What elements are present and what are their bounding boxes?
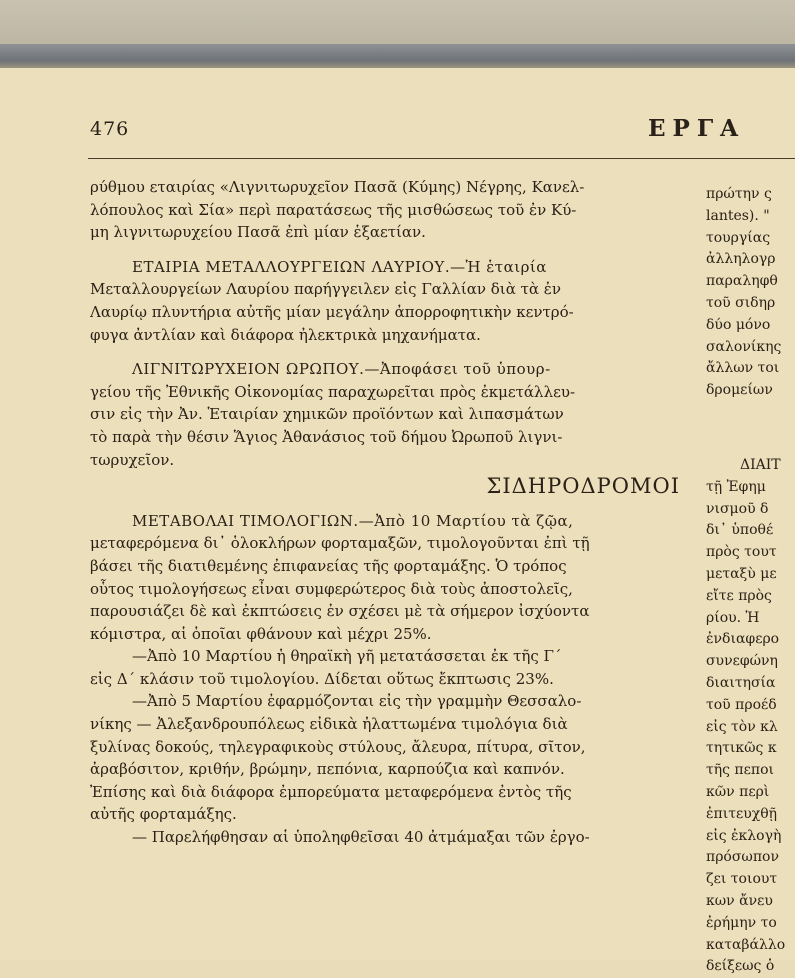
text-line: τωρυχεῖον.: [90, 450, 175, 469]
fragment-line: καταβάλλο: [706, 936, 786, 953]
fragment-line: ἐπιτευχθῇ: [706, 805, 778, 822]
fragment-line: νισμοῦ δ: [706, 500, 769, 517]
paragraph-lavrion-metallurgy: [90, 256, 680, 346]
fragment-line: τουργίας: [706, 229, 771, 246]
fragment-line: εἰς τὸν κλ: [706, 718, 778, 735]
paragraph-locomotives: [90, 826, 680, 849]
section-heading-railways: ΣΙΔΗΡΟΔΡΟΜΟΙ: [486, 474, 680, 499]
text-line: φυγα ἀντλίαν καὶ διάφορα ἠλεκτρικὰ μηχανήματα.: [90, 325, 481, 344]
paragraph-lignite-lease: [90, 176, 680, 244]
fragment-line: παραληφθ: [706, 273, 778, 290]
paragraph-tariff-changes: [90, 510, 680, 646]
fragment-line: συνεφώνη: [706, 653, 778, 670]
adjacent-column-fragments: [706, 184, 795, 978]
text-line: αὐτῆς φορταμάξης.: [90, 805, 237, 824]
fragment-line: τοῦ σιδηρ: [706, 294, 776, 311]
text-line: σιν εἰς τὴν Ἀν. Ἑταιρίαν χημικῶν προϊόντων καὶ λιπασμάτων: [90, 405, 564, 424]
scan-background-strip: [0, 0, 795, 44]
fragment-line: τῇ Ἐφημ: [706, 478, 766, 495]
fragment-line: ΔΙΑΙΤ: [740, 456, 781, 473]
fragment-line: lantes). ": [706, 207, 770, 224]
text-line: τὸ παρὰ τὴν θέσιν Ἅγιος Ἀθανάσιος τοῦ δήμου Ὠρωποῦ λιγνι-: [90, 427, 563, 446]
fragment-line: διαιτησία: [706, 674, 776, 691]
fragment-line: εἰς ἐκλογὴ: [706, 827, 782, 844]
text-line: βάσει τῆς διατιθεμένης ἐπιφανείας τῆς φορταμάξης. Ὁ τρόπος: [90, 556, 567, 575]
text-line: ξυλίνας δοκούς, τηλεγραφικοὺς στύλους, ἄλευρα, πίτυρα, σῖτον,: [90, 737, 586, 756]
text-line: εἰς Δ´ κλάσιν τοῦ τιμολογίου. Δίδεται οὕτως ἔκπτωσις 23%.: [90, 669, 554, 688]
paragraph-oropos-lignite: [90, 358, 680, 471]
fragment-line: τοῦ προέδ: [706, 696, 777, 713]
page-number: 476: [90, 118, 130, 140]
fragment-line: τῆς πεποι: [706, 762, 774, 779]
fragment-line: ἐρήμην το: [706, 914, 777, 931]
text-line: Μεταλλουργείων Λαυρίου παρήγγειλεν εἰς Γαλλίαν διὰ τὰ ἐν: [90, 280, 561, 299]
text-line: νίκης — Ἀλεξανδρουπόλεως εἰδικὰ ἠλαττωμένα τιμολόγια διὰ: [90, 715, 568, 734]
fragment-line: πρώτην ς: [706, 186, 772, 202]
text-line: γείου τῆς Ἐθνικῆς Οἰκονομίας παραχωρεῖται πρὸς ἐκμετάλλευ-: [90, 382, 576, 401]
paragraph-thessaloniki-line: [90, 690, 680, 826]
fragment-line: ἄλλων τοι: [706, 360, 780, 377]
text-line: — Παρελήφθησαν αἱ ὑποληφθεῖσαι 40 ἀτμάμαξαι τῶν ἐργο-: [132, 828, 590, 847]
header-rule: [88, 158, 795, 159]
text-line: μη λιγνιτωρυχείου Πασᾶ ἐπὶ μίαν ἑξαετίαν.: [90, 223, 426, 242]
text-line: παρουσιάζει δὲ καὶ ἐκπτώσεις ἐν σχέσει μὲ τὰ σήμερον ἰσχύοντα: [90, 602, 590, 621]
fragment-line: πρόσωπον: [706, 849, 779, 866]
fragment-line: τητικῶς κ: [706, 740, 777, 757]
fragment-line: ἐνδιαφερο: [706, 631, 780, 648]
main-text-column: [90, 176, 680, 849]
running-head: ΕΡΓΑ: [648, 115, 745, 142]
text-line: οὗτος τιμολογήσεως εἶναι συμφερώτερος διὰ τοὺς ἀποστολεῖς,: [90, 579, 573, 598]
scan-page-edge: [0, 44, 795, 68]
fragment-line: δείξεως ὁ: [706, 958, 775, 975]
text-line: ΕΤΑΙΡΙΑ ΜΕΤΑΛΛΟΥΡΓΕΙΩΝ ΛΑΥΡΙΟΥ.—Ἡ ἑταιρία: [132, 257, 547, 276]
fragment-line: ρίου. Ἡ: [706, 609, 760, 626]
fragment-line: κῶν περὶ: [706, 783, 770, 800]
fragment-line: κων ἄνευ: [706, 892, 773, 909]
text-line: ρύθμου εταιρίας «Λιγνιτωρυχεῖον Πασᾶ (Κύμης) Νέγρης, Κανελ-: [90, 178, 585, 196]
fragment-line: ζει τοιουτ: [706, 871, 778, 888]
fragment-line: δρομείων: [706, 382, 773, 399]
text-line: —Ἀπὸ 10 Μαρτίου ἡ θηραϊκὴ γῆ μετατάσσεται ἐκ τῆς Γ´: [132, 647, 562, 666]
fragment-line: σαλονίκης: [706, 338, 782, 355]
text-line: Ἐπίσης καὶ διὰ διάφορα ἐμπορεύματα μεταφερόμενα ἐντὸς τῆς: [90, 782, 572, 801]
fragment-line: ἀλληλογρ: [706, 251, 776, 268]
text-line: ἀραβόσιτον, κριθήν, βρώμην, πεπόνια, καρπούζια καὶ καπνόν.: [90, 760, 565, 779]
text-line: ΜΕΤΑΒΟΛΑΙ ΤΙΜΟΛΟΓΙΩΝ.—Ἀπὸ 10 Μαρτίου τὰ ζῷα,: [132, 511, 574, 530]
text-line: λόπουλος καὶ Σία» περὶ παρατάσεως τῆς μισθώσεως τοῦ ἐν Κύ-: [90, 200, 577, 219]
paragraph-thera-earth: [90, 645, 680, 690]
fragment-line: δι᾽ ὑποθέ: [706, 522, 774, 539]
text-line: ΛΙΓΝΙΤΩΡΥΧΕΙΟΝ ΩΡΩΠΟΥ.—Ἀποφάσει τοῦ ὑπουρ-: [132, 360, 551, 379]
text-line: —Ἀπὸ 5 Μαρτίου ἐφαρμόζονται εἰς τὴν γραμμὴν Θεσσαλο-: [132, 692, 582, 711]
fragment-line: πρὸς τουτ: [706, 544, 777, 561]
fragment-line: δύο μόνο: [706, 316, 771, 333]
fragment-line: εἴτε πρὸς: [706, 587, 772, 604]
text-line: κόμιστρα, αἱ ὁποῖαι φθάνουν καὶ μέχρι 25%.: [90, 624, 432, 643]
fragment-line: μεταξὺ με: [706, 565, 777, 582]
text-line: Λαυρίῳ πλυντήρια αὐτῆς μίαν μεγάλην ἀπορροφητικὴν κεντρό-: [90, 302, 574, 321]
text-line: μεταφερόμενα δι᾽ ὁλοκλήρων φορταμαξῶν, τιμολογοῦνται ἐπὶ τῇ: [90, 534, 590, 553]
